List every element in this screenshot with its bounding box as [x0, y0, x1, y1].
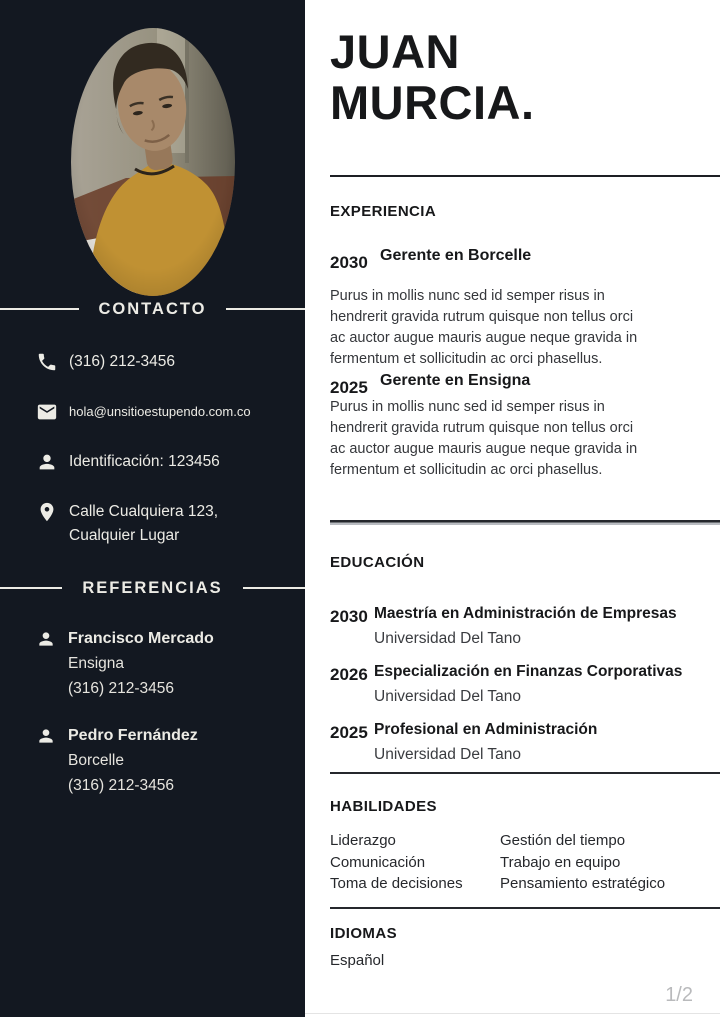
experience-item-header	[330, 246, 720, 272]
experience-year: 2025	[330, 378, 368, 397]
skills-column-2	[500, 830, 720, 895]
person-icon	[36, 629, 56, 649]
location-icon	[36, 501, 58, 523]
reference-company: Borcelle	[68, 752, 124, 769]
person-icon	[36, 726, 56, 746]
page-title	[330, 26, 720, 128]
page-bottom-edge	[305, 1013, 720, 1014]
reference-phone: (316) 212-3456	[68, 777, 174, 794]
education-year: 2026	[330, 665, 368, 684]
experience-item-header	[330, 371, 720, 397]
person-icon	[36, 451, 58, 473]
education-heading: EDUCACIÓN	[330, 554, 425, 571]
main-content	[305, 0, 720, 1017]
reference-phone: (316) 212-3456	[68, 680, 174, 697]
section-divider	[330, 907, 720, 909]
skill-item: Trabajo en equipo	[500, 853, 621, 871]
address-line-1: Calle Cualquiera 123,	[69, 503, 219, 520]
reference-item	[36, 723, 305, 798]
experience-description: Purus in mollis nunc sed id semper risus in hendrerit gravida rutrum quisque non tellus orci ac auctor augue mauris augue neque gravida in fermentum et sollicitudin ac orci phasellus.	[330, 288, 638, 367]
contact-heading: CONTACTO	[98, 299, 207, 318]
page-indicator: 1/2	[665, 984, 693, 1006]
education-title: Profesional en Administración	[374, 721, 598, 738]
heading-rule-left	[0, 308, 79, 310]
skill-item: Gestión del tiempo	[500, 832, 626, 849]
education-title: Maestría en Administración de Empresas	[374, 605, 677, 622]
heading-rule-right	[226, 308, 305, 310]
education-item	[330, 604, 720, 650]
education-school: Universidad Del Tano	[374, 746, 522, 763]
contact-item-address	[36, 500, 305, 548]
education-year: 2025	[330, 723, 368, 742]
profile-photo	[71, 28, 235, 296]
education-title: Especialización en Finanzas Corporativas	[374, 663, 683, 680]
reference-name: Francisco Mercado	[68, 630, 214, 647]
sidebar	[0, 0, 305, 1017]
name-line-1: JUAN	[330, 25, 460, 78]
language-item: Español	[330, 951, 385, 969]
experience-title: Gerente en Ensigna	[380, 372, 531, 389]
experience-description: Purus in mollis nunc sed id semper risus in hendrerit gravida rutrum quisque non tellus orci ac auctor augue mauris augue neque gravida in fermentum et sollicitudin ac orci phasellus.	[330, 399, 638, 478]
experience-title: Gerente en Borcelle	[380, 247, 532, 264]
contact-item-phone	[36, 350, 305, 374]
reference-name: Pedro Fernández	[68, 727, 198, 744]
skill-item: Pensamiento estratégico	[500, 875, 666, 892]
reference-item	[36, 626, 305, 701]
experience-year: 2030	[330, 253, 368, 272]
heading-rule-left	[0, 587, 62, 589]
education-year: 2030	[330, 607, 368, 626]
experience-heading: EXPERIENCIA	[330, 203, 437, 220]
reference-company: Ensigna	[68, 655, 125, 672]
contact-list	[0, 350, 305, 548]
education-item	[330, 720, 720, 766]
references-heading-row	[0, 578, 305, 598]
address-line-2: Cualquier Lugar	[69, 527, 180, 544]
phone-icon	[36, 351, 58, 373]
section-divider	[330, 520, 720, 525]
education-list	[330, 604, 720, 766]
skill-item: Toma de decisiones	[330, 875, 463, 892]
education-item	[330, 662, 720, 708]
references-heading: REFERENCIAS	[82, 578, 223, 597]
contact-item-id	[36, 450, 305, 474]
education-school: Universidad Del Tano	[374, 688, 522, 705]
skill-item: Liderazgo	[330, 832, 396, 849]
skills-grid	[330, 830, 720, 895]
heading-rule-right	[243, 587, 305, 589]
section-divider	[330, 772, 720, 774]
mail-icon	[36, 401, 58, 423]
section-divider	[330, 175, 720, 177]
email-address: hola@unsitioestupendo.com.co	[69, 404, 251, 419]
education-school: Universidad Del Tano	[374, 630, 522, 647]
portrait-illustration	[71, 28, 235, 296]
name-line-2: MURCIA.	[330, 76, 535, 129]
skills-heading: HABILIDADES	[330, 798, 437, 815]
references-list	[0, 626, 305, 798]
identification: Identificación: 123456	[69, 453, 220, 470]
skill-item: Comunicación	[330, 853, 426, 871]
phone-number: (316) 212-3456	[69, 353, 175, 370]
contact-heading-row	[0, 299, 305, 319]
languages-heading: IDIOMAS	[330, 924, 397, 942]
skills-column-1	[330, 830, 500, 895]
contact-item-email	[36, 400, 305, 424]
